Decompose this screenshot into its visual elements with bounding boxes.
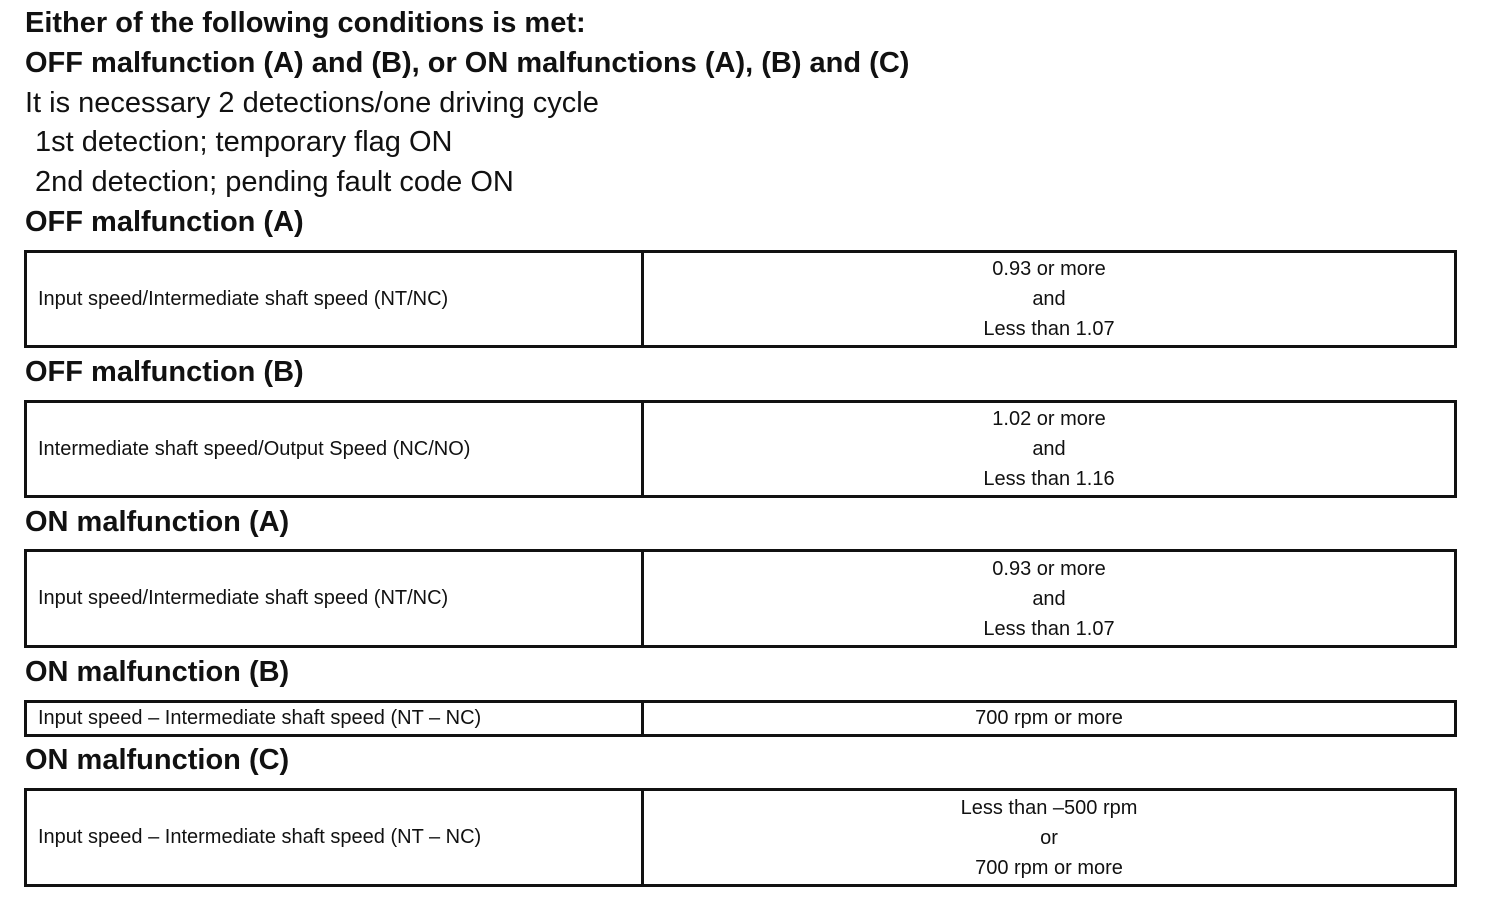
section-heading-off-b: OFF malfunction (B)	[25, 356, 304, 388]
threshold-line: and	[1032, 438, 1066, 460]
threshold-cell	[643, 402, 1456, 497]
condition-table-on-c	[24, 788, 1457, 887]
threshold-line: 0.93 or more	[992, 557, 1106, 580]
section-heading-off-a: OFF malfunction (A)	[25, 206, 304, 238]
condition-table-off-a	[24, 250, 1457, 348]
condition-table-on-b	[24, 700, 1457, 737]
parameter-cell: Input speed – Intermediate shaft speed (NT – NC)	[26, 702, 643, 736]
section-heading-on-b: ON malfunction (B)	[25, 656, 290, 688]
parameter-cell: Intermediate shaft speed/Output Speed (NC/NO)	[26, 402, 643, 497]
threshold-cell	[643, 790, 1456, 886]
condition-table-off-b	[24, 400, 1457, 498]
condition-table-on-a	[24, 549, 1457, 648]
threshold-cell	[643, 252, 1456, 347]
first-detection-note: 1st detection; temporary flag ON	[35, 126, 453, 158]
conditions-summary: OFF malfunction (A) and (B), or ON malfunctions (A), (B) and (C)	[25, 47, 910, 79]
threshold-cell: 700 rpm or more	[643, 702, 1456, 736]
threshold-line: Less than 1.07	[983, 318, 1115, 340]
parameter-cell: Input speed/Intermediate shaft speed (NT/NC)	[26, 551, 643, 647]
conditions-heading: Either of the following conditions is met:	[25, 7, 586, 39]
threshold-line: 700 rpm or more	[975, 856, 1123, 879]
section-heading-on-c: ON malfunction (C)	[25, 744, 290, 776]
detection-requirement: It is necessary 2 detections/one driving cycle	[25, 87, 599, 119]
section-heading-on-a: ON malfunction (A)	[25, 506, 290, 538]
threshold-line: 0.93 or more	[992, 258, 1106, 280]
threshold-line: Less than 1.07	[983, 617, 1115, 640]
threshold-line: and	[1032, 587, 1066, 610]
parameter-cell: Input speed/Intermediate shaft speed (NT/NC)	[26, 252, 643, 347]
threshold-line: or	[1040, 826, 1058, 849]
threshold-line: 1.02 or more	[992, 408, 1106, 430]
threshold-line: Less than –500 rpm	[960, 796, 1138, 819]
threshold-line: and	[1032, 288, 1066, 310]
parameter-cell: Input speed – Intermediate shaft speed (NT – NC)	[26, 790, 643, 886]
threshold-cell	[643, 551, 1456, 647]
threshold-line: Less than 1.16	[983, 468, 1115, 490]
second-detection-note: 2nd detection; pending fault code ON	[35, 166, 514, 198]
